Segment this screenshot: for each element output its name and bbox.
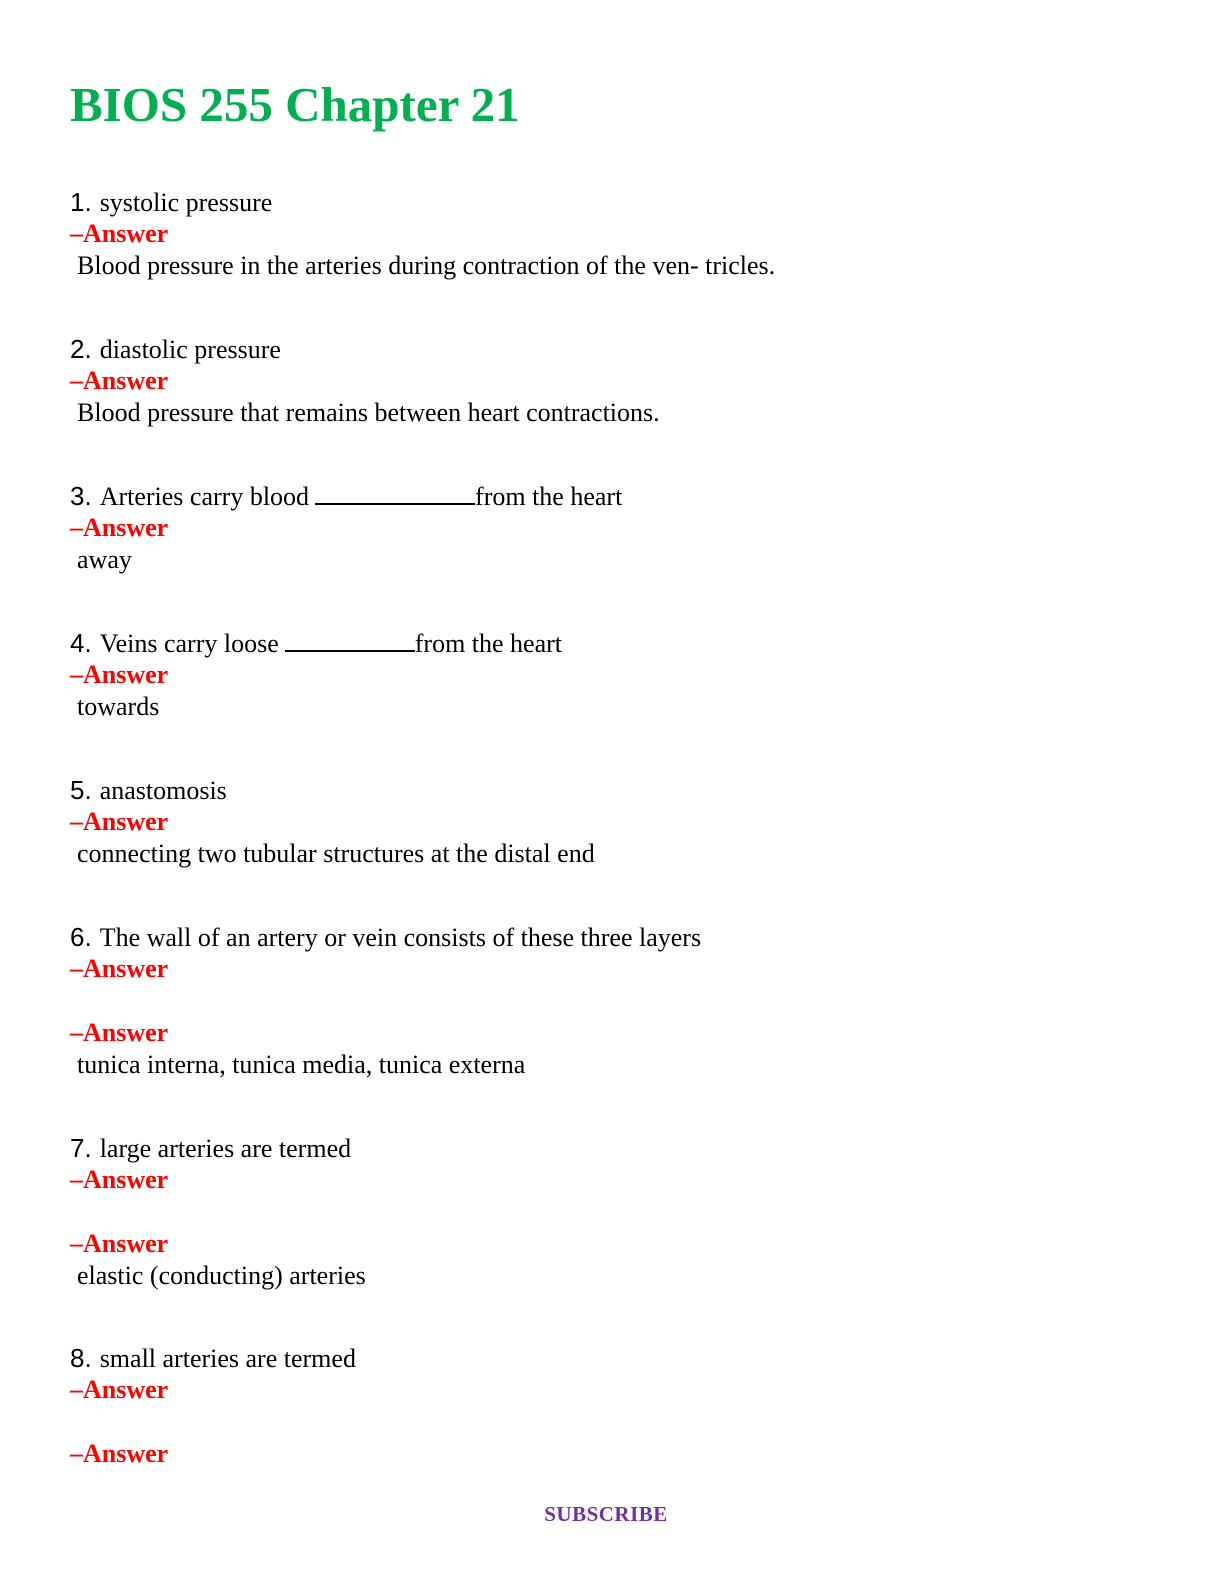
answer-text: Blood pressure that remains between heart contractions.	[77, 398, 660, 427]
question-line	[70, 186, 1170, 218]
question-text: Veins carry loose	[99, 629, 279, 658]
answer-text: Blood pressure in the arteries during contraction of the ven- tricles.	[77, 251, 776, 280]
answer-label: –Answer	[70, 807, 169, 836]
answer-text: tunica interna, tunica media, tunica externa	[77, 1050, 526, 1079]
question-text: Arteries carry blood	[99, 482, 310, 511]
question-number: 3.	[70, 481, 92, 511]
question-line	[70, 774, 1170, 806]
question-line	[70, 627, 1170, 659]
question-text: The wall of an artery or vein consists of these three layers	[99, 923, 702, 952]
document-title: BIOS 255 Chapter 21	[70, 77, 520, 132]
question-line	[70, 921, 1170, 953]
answer-label: –Answer	[70, 1018, 169, 1047]
question-text: small arteries are termed	[99, 1344, 356, 1373]
question-number: 7.	[70, 1133, 92, 1163]
answer-label: –Answer	[70, 1229, 169, 1258]
question-text: systolic pressure	[99, 188, 273, 217]
question-line	[70, 480, 1170, 512]
question-number: 2.	[70, 334, 92, 364]
fill-in-blank	[315, 481, 475, 505]
answer-label: –Answer	[70, 366, 169, 395]
question-number: 6.	[70, 922, 92, 952]
question-text: anastomosis	[99, 776, 227, 805]
answer-label: –Answer	[70, 1375, 169, 1404]
question-7	[70, 1132, 1170, 1292]
question-line	[70, 1132, 1170, 1164]
question-5	[70, 774, 1170, 870]
question-6	[70, 921, 1170, 1081]
answer-label: –Answer	[70, 513, 169, 542]
question-text: diastolic pressure	[99, 335, 281, 364]
answer-label: –Answer	[70, 1439, 169, 1468]
question-text: large arteries are termed	[99, 1134, 352, 1163]
fill-in-blank	[285, 628, 415, 652]
answer-label: –Answer	[70, 1165, 169, 1194]
question-4	[70, 627, 1170, 723]
question-1	[70, 186, 1170, 282]
subscribe-link[interactable]: SUBSCRIBE	[544, 1502, 668, 1526]
question-2	[70, 333, 1170, 429]
answer-blank	[70, 1406, 1170, 1438]
question-text-after: from the heart	[475, 482, 623, 511]
question-number: 4.	[70, 628, 92, 658]
answer-blank	[70, 1196, 1170, 1228]
answer-text: away	[77, 545, 132, 574]
question-number: 1.	[70, 187, 92, 217]
answer-text: connecting two tubular structures at the distal end	[77, 839, 595, 868]
answer-label: –Answer	[70, 660, 169, 689]
answer-blank	[70, 985, 1170, 1017]
answer-text: towards	[77, 692, 160, 721]
question-number: 8.	[70, 1343, 92, 1373]
question-line	[70, 1342, 1170, 1374]
question-8	[70, 1342, 1170, 1470]
question-3	[70, 480, 1170, 576]
answer-label: –Answer	[70, 954, 169, 983]
question-number: 5.	[70, 775, 92, 805]
answer-label: –Answer	[70, 219, 169, 248]
question-line	[70, 333, 1170, 365]
question-text-after: from the heart	[414, 629, 563, 658]
answer-text: elastic (conducting) arteries	[77, 1261, 366, 1290]
